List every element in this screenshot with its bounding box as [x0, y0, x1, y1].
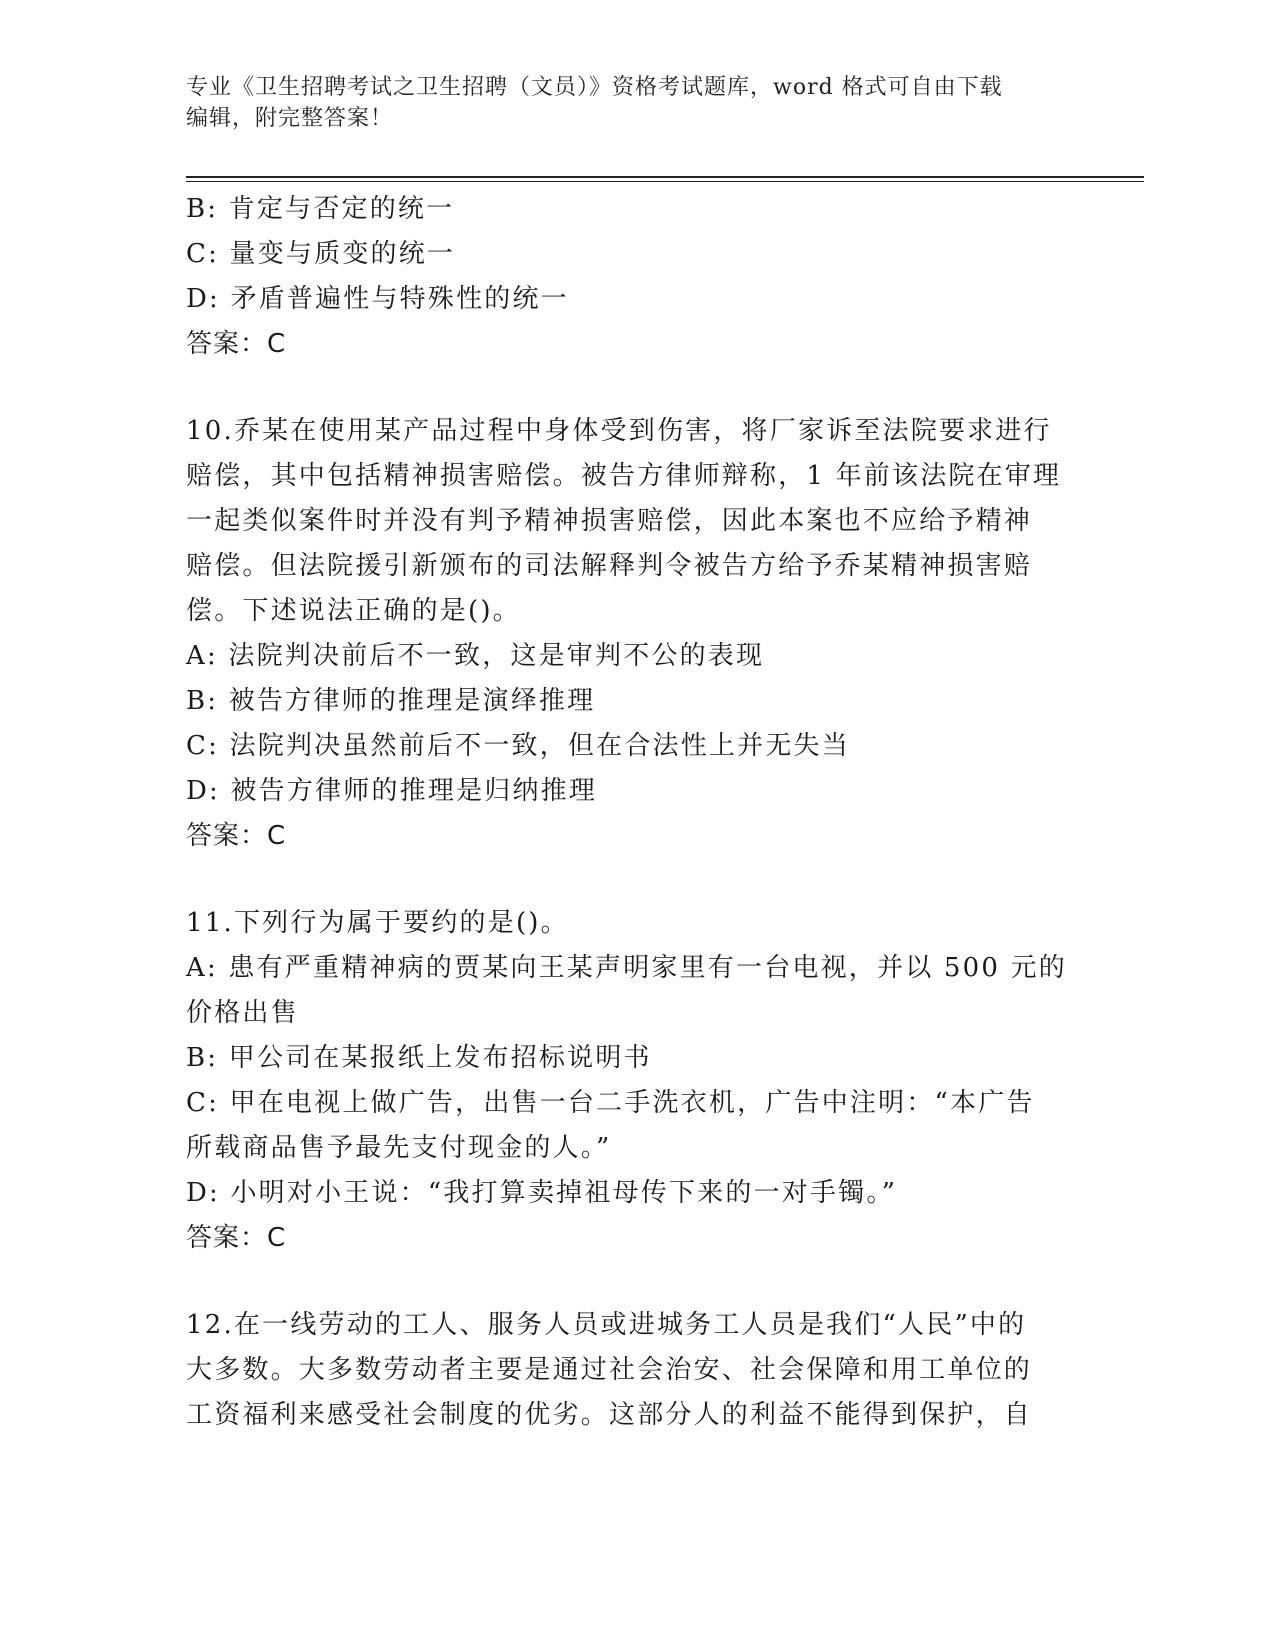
question-stem-line: 10.乔某在使用某产品过程中身体受到伤害，将厂家诉至法院要求进行 — [186, 416, 1052, 446]
question-stem-line: 一起类似案件时并没有判予精神损害赔偿，因此本案也不应给予精神 — [186, 506, 1033, 536]
document-body — [186, 187, 1086, 1438]
option-a: A: 法院判决前后不一致，这是审判不公的表现 — [186, 641, 765, 671]
question-10 — [186, 409, 1086, 859]
answer-text: 答案：C — [186, 821, 287, 851]
header-divider-thick — [186, 176, 1144, 178]
question-stem-line: 赔偿。但法院援引新颁布的司法解释判令被告方给予乔某精神损害赔 — [186, 551, 1033, 581]
header-line-1: 专业《卫生招聘考试之卫生招聘（文员）》资格考试题库，word 格式可自由下载 — [186, 75, 1003, 100]
option-d: D: 矛盾普遍性与特殊性的统一 — [186, 284, 569, 314]
question-stem-line: 赔偿，其中包括精神损害赔偿。被告方律师辩称，1 年前该法院在审理 — [186, 461, 1062, 491]
question-stem-line: 11.下列行为属于要约的是()。 — [186, 908, 569, 938]
option-d: D: 被告方律师的推理是归纳推理 — [186, 776, 598, 806]
option-d: D: 小明对小王说：“我打算卖掉祖母传下来的一对手镯。” — [186, 1178, 898, 1208]
question-11 — [186, 901, 1086, 1261]
answer-text: 答案：C — [186, 329, 287, 359]
question-12 — [186, 1303, 1086, 1438]
option-b: B: 甲公司在某报纸上发布招标说明书 — [186, 1043, 652, 1073]
option-b: B: 被告方律师的推理是演绎推理 — [186, 686, 596, 716]
option-b: B: 肯定与否定的统一 — [186, 194, 455, 224]
question-gap — [186, 367, 1086, 409]
question-9 — [186, 187, 1086, 367]
question-stem-line: 工资福利来感受社会制度的优劣。这部分人的利益不能得到保护，自 — [186, 1400, 1033, 1430]
header-divider-thin — [186, 181, 1144, 182]
option-c: C: 量变与质变的统一 — [186, 239, 456, 269]
question-stem-line: 大多数。大多数劳动者主要是通过社会治安、社会保障和用工单位的 — [186, 1355, 1033, 1385]
header-line-2: 编辑，附完整答案！ — [186, 106, 394, 131]
option-c: C: 法院判决虽然前后不一致，但在合法性上并无失当 — [186, 731, 850, 761]
option-c-continued: 所载商品售予最先支付现金的人。” — [186, 1133, 612, 1163]
question-stem-line: 偿。下述说法正确的是()。 — [186, 596, 521, 626]
question-gap — [186, 1261, 1086, 1303]
answer-text: 答案：C — [186, 1223, 287, 1253]
document-header — [186, 72, 1066, 134]
option-c: C: 甲在电视上做广告，出售一台二手洗衣机，广告中注明：“本广告 — [186, 1088, 1035, 1118]
option-a: A: 患有严重精神病的贾某向王某声明家里有一台电视，并以 500 元的 — [186, 953, 1067, 983]
question-gap — [186, 859, 1086, 901]
question-stem-line: 12.在一线劳动的工人、服务人员或进城务工人员是我们“人民”中的 — [186, 1310, 1027, 1340]
option-a-continued: 价格出售 — [186, 998, 299, 1028]
